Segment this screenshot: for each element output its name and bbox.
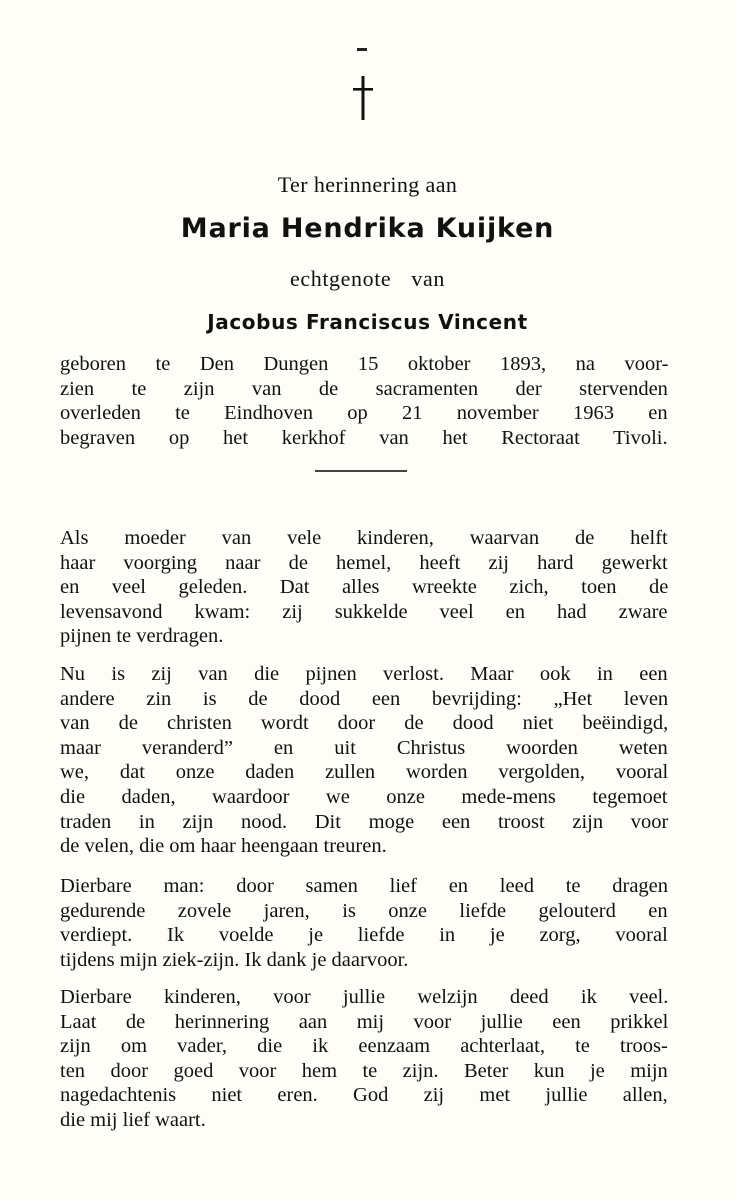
text-line: Nu is zij van die pijnen verlost. Maar ook in een [60,663,668,685]
text-line: ten door goed voor hem te zijn. Beter kun je mijn [60,1059,668,1082]
paragraph-husband [60,874,668,972]
text-line: van de christen wordt door de dood niet beëindigd, [60,712,669,735]
text-line: we, dat onze daden zullen worden vergolden, vooral [60,761,669,784]
text-line: verdiept. Ik voelde je liefde in je zorg, vooral [60,924,668,947]
text-line: levensavond kwam: zij sukkelde veel en had zware [60,600,668,623]
text-line: de velen, die om haar heengaan treuren. [60,835,387,858]
facts-line: begraven op het kerkhof van het Rectoraat Tivoli. [60,426,668,449]
text-line: gedurende zovele jaren, is onze liefde gelouterd en [60,899,668,922]
text-line: die mij lief waart. [60,1108,206,1131]
text-line: Als moeder van vele kinderen, waarvan de helft [60,527,668,549]
paragraph-relief [60,662,668,859]
text-line: en veel geleden. Dat alles wreekte zich, toen de [60,576,669,599]
text-line: pijnen te verdragen. [60,625,224,648]
divider-rule [315,470,407,472]
intro-line: Ter herinnering aan [277,172,458,197]
facts-line: overleden te Eindhoven op 21 november 1963 en [60,402,668,425]
text-line: Dierbare kinderen, voor jullie welzijn deed ik veel. [60,986,669,1008]
text-line: maar veranderd” en uit Christus woorden weten [60,736,668,759]
text-line: Dierbare man: door samen lief en leed te dragen [60,875,669,897]
text-line: nagedachtenis niet eren. God zij met jullie allen, [60,1084,668,1107]
text-line: haar voorging naar de hemel, heeft zij hard gewerkt [60,551,668,574]
cross-icon [351,76,375,120]
facts-line: geboren te Den Dungen 15 oktober 1893, na voor- [60,353,669,375]
text-line: traden in zijn nood. Dit moge een troost zijn voor [60,810,669,833]
text-line: zijn om vader, die ik eenzaam achterlaat, te troos- [60,1035,668,1058]
text-line: Laat de herinnering aan mij voor jullie een prikkel [60,1010,669,1033]
text-line: andere zin is de dood een bevrijding: „Het leven [60,687,669,710]
paragraph-children [60,985,668,1133]
spouse-name: Jacobus Franciscus Vincent [207,310,528,334]
top-dash-mark [357,48,367,51]
facts-line: zien te zijn van de sacramenten der stervenden [60,377,668,400]
spouse-label: echtgenote van [290,266,445,291]
paragraph-mother [60,526,668,649]
text-line: die daden, waardoor we onze mede-mens tegemoet [60,785,668,808]
text-line: tijdens mijn ziek-zijn. Ik dank je daarvoor. [60,948,409,971]
deceased-name: Maria Hendrika Kuijken [180,213,555,244]
life-facts [60,352,668,450]
